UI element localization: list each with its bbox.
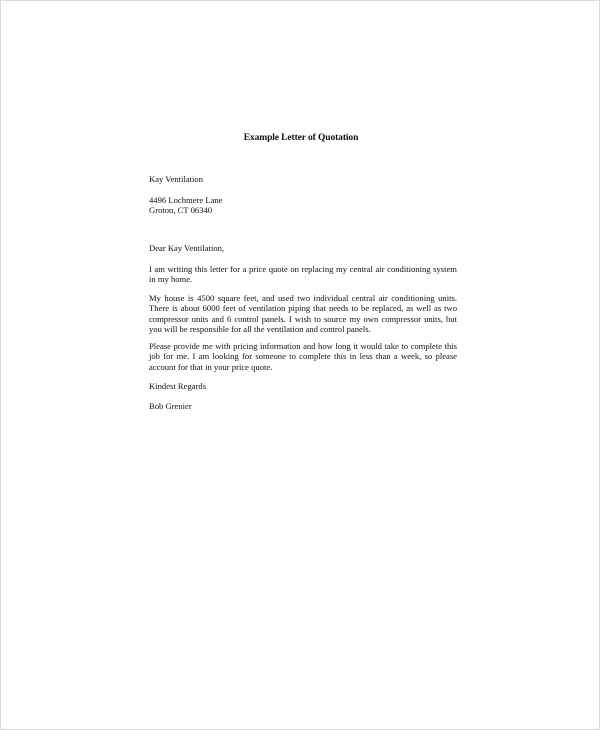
address-line-1: 4496 Lochmere Lane [149, 195, 223, 205]
paragraph-3-line: job for me. I am looking for someone to complete this in less than a week, so please [149, 351, 457, 362]
paragraph-2-line: There is about 6000 feet of ventilation piping that needs to be replaced, as well as two [149, 303, 457, 314]
address-line-2: Groton, CT 06340 [149, 205, 213, 216]
paragraph-2-line: My house is 4500 square feet, and used two individual central air conditioning units. [149, 293, 457, 303]
salutation [149, 243, 457, 253]
closing [149, 381, 457, 391]
paragraph-2-line: you will be responsible for all the ventilation and control panels. [149, 323, 371, 334]
paragraph-1-line: in my home. [149, 274, 193, 285]
paragraph-1 [149, 264, 457, 285]
paragraph-3 [149, 341, 457, 372]
signature-text: Bob Grenier [149, 401, 192, 411]
signature [149, 401, 457, 411]
recipient-name [149, 174, 457, 184]
paragraph-3-line: account for that in your price quote. [149, 361, 273, 372]
salutation-text: Dear Kay Ventilation, [149, 243, 225, 253]
document-title: Example Letter of Quotation [243, 133, 359, 143]
closing-text: Kindest Regards [149, 381, 207, 391]
paragraph-3-line: Please provide me with pricing information and how long it would take to complete this [149, 341, 457, 351]
recipient-name-text: Kay Ventilation [149, 174, 204, 184]
paragraph-1-line: I am writing this letter for a price quote on replacing my central air conditioning system [149, 264, 457, 274]
paragraph-2 [149, 293, 457, 334]
recipient-address [149, 195, 457, 216]
paragraph-2-line: compressor units and 6 control panels. I wish to source my own compressor units, but [149, 313, 457, 324]
